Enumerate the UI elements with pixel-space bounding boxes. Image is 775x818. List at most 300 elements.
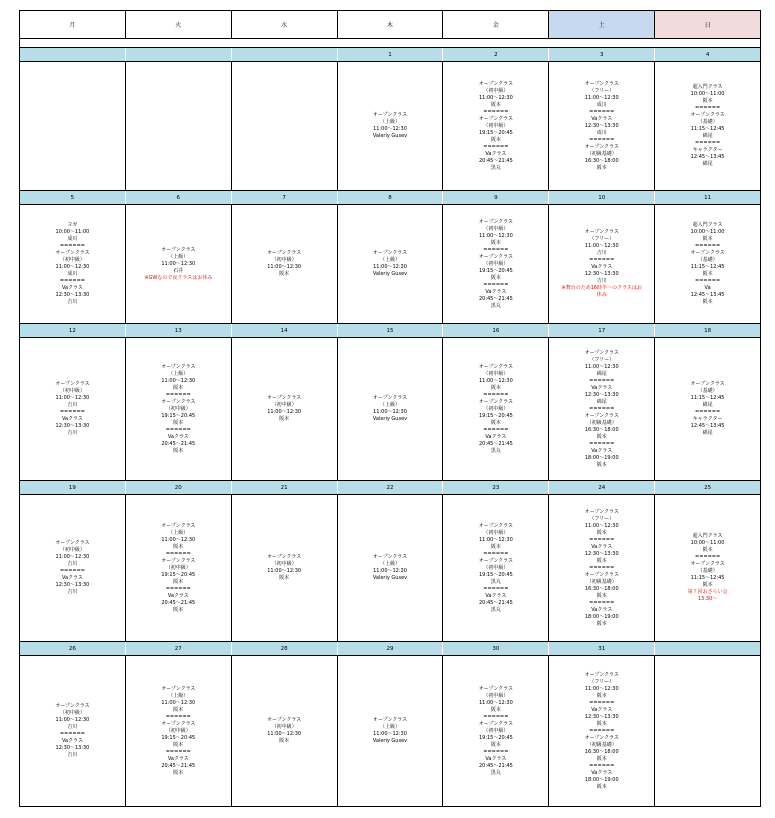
schedule-line: 11:00～12:30 [373, 126, 407, 132]
schedule-line: ヨガ [67, 222, 78, 228]
schedule-line: Vaクラス [591, 606, 613, 613]
schedule-line: 11:00～12:30 [373, 568, 407, 574]
weekday-fri: 金 [442, 11, 548, 38]
schedule-line: ====== [483, 585, 509, 592]
day-cell [442, 62, 548, 190]
day-cell [442, 338, 548, 480]
schedule-line: オープンクラス [266, 717, 302, 723]
schedule-line: 11:00～12:30 [161, 536, 196, 543]
schedule-line: 綿尾 [702, 430, 713, 436]
schedule-line: 阪本 [596, 164, 607, 171]
schedule-line: ====== [483, 391, 509, 398]
schedule-line: （初級基礎） [586, 150, 617, 157]
weekday-thu: 木 [337, 11, 443, 38]
schedule-line: 16:30～18:00 [584, 426, 619, 433]
day-cell [231, 495, 337, 641]
schedule-line: 12:30～13:30 [584, 713, 619, 720]
schedule-line: オープンクラス [690, 250, 725, 256]
schedule-line: 11:00～12:30 [584, 522, 619, 529]
schedule-line: Vaクラス [591, 769, 613, 776]
schedule-line: 成川 [596, 129, 607, 136]
schedule-line: 11:00～12:30 [267, 409, 302, 415]
schedule-line: 阪本 [279, 271, 290, 277]
schedule-line: 阪本 [596, 461, 607, 468]
schedule-line: 12:30～13:30 [584, 550, 619, 557]
schedule-line: 阪本 [490, 706, 501, 713]
schedule-line: 阪本 [596, 557, 607, 564]
schedule-line: オープンクラス [478, 218, 514, 225]
schedule-line: 綿尾 [702, 402, 713, 408]
schedule-line: ====== [59, 568, 85, 574]
schedule-line: 12:30～13:30 [584, 391, 619, 398]
schedule-line: 20:45～21:45 [478, 599, 513, 606]
schedule-line: ====== [483, 246, 509, 253]
schedule-line: 11:00～12:30 [478, 377, 513, 384]
schedule-line: 20:45～21:45 [161, 599, 196, 606]
schedule-line: （初中級） [59, 547, 85, 553]
schedule-line: 12:45～13:45 [690, 154, 725, 160]
schedule-line: 綿尾 [596, 370, 607, 377]
date-number: 12 [68, 327, 76, 334]
schedule-line: （初中級） [483, 564, 509, 571]
schedule-line: オープンクラス [478, 115, 514, 122]
schedule-line: 12:30～13:30 [584, 122, 619, 129]
day-cell [125, 205, 231, 323]
schedule-line: 阪本 [279, 738, 290, 744]
schedule-line: オープンクラス [478, 685, 514, 692]
schedule-line: （フリー） [589, 515, 615, 522]
week-schedule-row [20, 62, 760, 190]
schedule-line: 11:15～12:45 [690, 126, 725, 132]
schedule-line: 綿尾 [702, 161, 713, 167]
date-number: 20 [125, 481, 231, 494]
schedule-line: 20:45～21:45 [478, 762, 513, 769]
schedule-line: 吉川 [596, 278, 607, 284]
header-spacer [20, 39, 760, 47]
schedule-line: （フリー） [589, 356, 615, 363]
schedule-line: ====== [589, 536, 615, 543]
day-cell [20, 656, 125, 806]
schedule-line: 阪本 [173, 384, 184, 391]
schedule-line: 12:45～13:45 [690, 292, 725, 298]
date-number: 13 [125, 324, 231, 337]
schedule-line: （初中級） [59, 388, 85, 394]
schedule-line: ====== [483, 143, 509, 150]
schedule-line: オープンクラス [372, 395, 408, 401]
weekday-header-row [20, 11, 760, 39]
schedule-line: （初級基礎） [586, 741, 617, 748]
schedule-line: ====== [695, 554, 721, 560]
schedule-line: 11:00～12:30 [584, 363, 619, 370]
schedule-line: オープンクラス [584, 349, 619, 356]
schedule-line: （基礎） [697, 119, 718, 125]
schedule-line: 16:30～18:00 [584, 157, 619, 164]
schedule-line: （初中級） [483, 260, 509, 267]
schedule-line: （初中級） [483, 87, 509, 94]
schedule-line: 黒丸 [490, 606, 501, 613]
day-cell [442, 656, 548, 806]
date-number [125, 48, 231, 61]
day-cell [231, 205, 337, 323]
schedule-line: オープンクラス [55, 540, 90, 546]
schedule-line: （初級基礎） [586, 578, 617, 585]
schedule-line: 10:00～11:00 [690, 91, 725, 97]
schedule-line: 黒丸 [490, 164, 501, 171]
schedule-line: （初中級） [59, 710, 85, 716]
day-cell [337, 62, 443, 190]
schedule-line: 19:15～20:45 [478, 267, 513, 274]
day-cell [654, 338, 760, 480]
schedule-line: 20:45～21:45 [161, 440, 196, 447]
schedule-line: ====== [483, 108, 509, 115]
schedule-line: Valeriy Gusev [372, 416, 408, 422]
schedule-line: ====== [59, 243, 85, 249]
weeks-container [20, 47, 760, 806]
schedule-line: 11:00～12:30 [478, 699, 513, 706]
schedule-line: オープンクラス [478, 398, 514, 405]
date-number: 8 [337, 191, 443, 204]
schedule-line: 阪本 [596, 720, 607, 727]
schedule-line: 阪本 [173, 419, 184, 426]
schedule-line: Vaクラス [61, 575, 83, 581]
schedule-line: オープンクラス [161, 398, 196, 405]
schedule-line: オープンクラス [690, 561, 725, 567]
schedule-line: ====== [695, 243, 721, 249]
schedule-line: ====== [165, 713, 191, 720]
schedule-line: オープンクラス [478, 80, 514, 87]
schedule-line: 黒丸 [490, 302, 501, 309]
schedule-line: 11:00～12:30 [161, 377, 196, 384]
date-number: 21 [231, 481, 337, 494]
schedule-line: （初中級） [271, 402, 297, 408]
date-number: 22 [337, 481, 443, 494]
date-number: 9 [442, 191, 548, 204]
schedule-line: Valeriy Gusev [372, 271, 408, 277]
schedule-line: 吉川 [67, 430, 78, 436]
day-cell [125, 338, 231, 480]
schedule-line: 11:00～12:30 [584, 94, 619, 101]
schedule-line: 19:15～20:45 [161, 571, 196, 578]
schedule-line: オープンクラス [161, 557, 196, 564]
schedule-line: 綿尾 [702, 133, 713, 139]
day-cell [337, 338, 443, 480]
schedule-line: （初中級） [165, 405, 191, 412]
date-number: 16 [442, 324, 548, 337]
schedule-line: 阪本 [490, 543, 501, 550]
date-number: 4 [654, 48, 760, 61]
schedule-line: Vaクラス [61, 416, 83, 422]
schedule-line: 阪本 [702, 236, 713, 242]
schedule-line: 阪本 [702, 98, 713, 104]
schedule-line: ====== [59, 731, 85, 737]
date-number-row [20, 641, 760, 656]
date-number: 1 [337, 48, 443, 61]
schedule-line: 12:30～13:30 [55, 582, 90, 588]
schedule-line: オープンクラス [478, 557, 514, 564]
date-number-row [20, 480, 760, 495]
schedule-line: ====== [589, 440, 615, 447]
date-number: 25 [654, 481, 760, 494]
schedule-line: （上級） [168, 370, 189, 377]
schedule-line: オープンクラス [478, 253, 514, 260]
date-number: 31 [548, 642, 654, 655]
schedule-line: 成川 [596, 101, 607, 108]
schedule-line: 阪本 [173, 706, 184, 713]
schedule-line: 11:00～12:30 [267, 731, 302, 737]
schedule-line: 超入門クラス [692, 84, 723, 90]
schedule-line: オープンクラス [584, 143, 619, 150]
schedule-line: オープンクラス [161, 363, 196, 370]
schedule-line: 10:00～11:00 [690, 229, 725, 235]
date-number: 3 [548, 48, 654, 61]
schedule-line: ====== [589, 762, 615, 769]
schedule-line: Valeriy Gusev [372, 133, 408, 139]
schedule-line: 12:30～13:30 [584, 271, 619, 277]
date-number: 24 [548, 481, 654, 494]
schedule-line: オープンクラス [584, 80, 619, 87]
schedule-line: 11:00～12:30 [161, 260, 196, 267]
schedule-line: 19:15～20:45 [478, 412, 513, 419]
schedule-line: オープンクラス [161, 522, 196, 529]
schedule-line: （初中級） [483, 692, 509, 699]
schedule-line: 成川 [67, 271, 78, 277]
schedule-line: 18:00～19:00 [584, 776, 619, 783]
schedule-line: 阪本 [173, 741, 184, 748]
schedule-line: 吉川 [67, 299, 78, 305]
schedule-line: オープンクラス [584, 229, 619, 235]
schedule-line: 20:45～21:45 [478, 295, 513, 302]
day-cell [442, 205, 548, 323]
schedule-line: 18:00～19:00 [584, 613, 619, 620]
schedule-line: ====== [589, 564, 615, 571]
schedule-line: Vaクラス [485, 288, 507, 295]
schedule-line: オープンクラス [372, 554, 408, 560]
schedule-line: 超入門クラス [692, 222, 723, 228]
schedule-line: 11:00～12:30 [584, 685, 619, 692]
schedule-line: 阪本 [596, 433, 607, 440]
schedule-line: オープンクラス [690, 381, 725, 387]
date-number: 18 [654, 324, 760, 337]
day-cell [125, 656, 231, 806]
schedule-line: オープンクラス [690, 112, 725, 118]
schedule-line: 11:00～12:30 [373, 264, 407, 270]
schedule-line: 11:00～12:30 [584, 243, 619, 249]
schedule-line: 阪本 [173, 606, 184, 613]
schedule-line: 阪本 [490, 741, 501, 748]
week-schedule-row [20, 495, 760, 641]
schedule-line: 成川 [67, 236, 78, 242]
schedule-line: 11:15～12:45 [690, 264, 725, 270]
schedule-line: オープンクラス [478, 720, 514, 727]
schedule-line: 11:00～12:30 [161, 699, 196, 706]
schedule-line: 阪本 [596, 620, 607, 627]
day-cell [125, 495, 231, 641]
schedule-line: 11:00～12:30 [267, 568, 302, 574]
schedule-line: （基礎） [697, 568, 718, 574]
schedule-line: 10:00～11:00 [55, 229, 90, 235]
schedule-line: （上級） [380, 724, 401, 730]
schedule-line: （上級） [168, 253, 189, 260]
schedule-line: （上級） [380, 561, 401, 567]
schedule-line: 阪本 [596, 692, 607, 699]
schedule-line: ====== [165, 426, 191, 433]
day-cell [231, 62, 337, 190]
schedule-line: Valeriy Gusev [372, 575, 408, 581]
schedule-line: （初中級） [483, 370, 509, 377]
schedule-line: 黒丸 [490, 447, 501, 454]
date-number: 5 [70, 194, 75, 201]
schedule-line: ====== [165, 391, 191, 398]
schedule-line: Vaクラス [591, 706, 613, 713]
schedule-line: （初中級） [483, 727, 509, 734]
schedule-line: （上級） [168, 692, 189, 699]
schedule-line: 黒丸 [490, 769, 501, 776]
date-number-row [20, 190, 760, 205]
date-number-row [20, 323, 760, 338]
schedule-line: オープンクラス [584, 508, 619, 515]
schedule-line: オープンクラス [584, 571, 619, 578]
day-cell [20, 62, 125, 190]
day-cell [337, 495, 443, 641]
schedule-line: ====== [589, 377, 615, 384]
schedule-line: オープンクラス [161, 720, 196, 727]
schedule-line: ====== [165, 585, 191, 592]
schedule-line: 11:00～12:30 [55, 264, 90, 270]
schedule-line: 阪本 [173, 447, 184, 454]
schedule-line: ====== [589, 108, 615, 115]
schedule-line: オープンクラス [266, 250, 302, 256]
schedule-line: オープンクラス [161, 685, 196, 692]
schedule-line: （初中級） [165, 564, 191, 571]
date-number: 28 [231, 642, 337, 655]
schedule-line: （フリー） [589, 236, 615, 242]
schedule-line: 吉川 [67, 402, 78, 408]
schedule-line: 吉川 [67, 589, 78, 595]
schedule-line: ====== [695, 105, 721, 111]
schedule-line: 吉川 [67, 561, 78, 567]
schedule-line: ====== [695, 409, 721, 415]
schedule-line: 12:45～13:45 [690, 423, 725, 429]
day-cell [337, 205, 443, 323]
schedule-line: （初中級） [483, 529, 509, 536]
schedule-line: 11:00～12:30 [478, 232, 513, 239]
day-cell [125, 62, 231, 190]
schedule-line: Vaクラス [61, 285, 83, 291]
day-cell [337, 656, 443, 806]
schedule-line: オープンクラス [584, 671, 619, 678]
schedule-line: ====== [695, 278, 721, 284]
schedule-line: （フリー） [589, 87, 615, 94]
schedule-line: 黒丸 [490, 578, 501, 585]
schedule-line: Vaクラス [591, 264, 613, 270]
schedule-line: （初中級） [483, 122, 509, 129]
calendar-table [19, 10, 761, 807]
schedule-line: 16:30～18:00 [584, 748, 619, 755]
schedule-line: 11:00～12:30 [267, 264, 302, 270]
schedule-line: オープンクラス [55, 703, 90, 709]
schedule-line: 阪本 [702, 547, 713, 553]
schedule-line: 19:15～20:45 [478, 571, 513, 578]
schedule-line: （初中級） [165, 727, 191, 734]
weekday-sun: 日 [654, 11, 760, 38]
schedule-line: 阪本 [490, 101, 501, 108]
schedule-line: オープンクラス [478, 522, 514, 529]
schedule-line: Vaクラス [61, 738, 83, 744]
day-cell [20, 495, 125, 641]
schedule-line: Vaクラス [485, 592, 507, 599]
schedule-line: オープンクラス [584, 412, 619, 419]
schedule-line: （上級） [380, 402, 401, 408]
date-number: 6 [125, 191, 231, 204]
schedule-line: ====== [165, 550, 191, 557]
schedule-line: （上級） [380, 119, 401, 125]
schedule-line: 11:00～12:30 [478, 94, 513, 101]
schedule-line: 阪本 [596, 592, 607, 599]
day-cell [548, 205, 654, 323]
schedule-line: 阪本 [702, 582, 713, 588]
schedule-line: 11:00～12:30 [373, 731, 407, 737]
schedule-line: 11:00～12:30 [478, 536, 513, 543]
date-number: 29 [337, 642, 443, 655]
schedule-line: ====== [59, 409, 85, 415]
schedule-line: 阪本 [279, 575, 290, 581]
schedule-line: ====== [483, 281, 509, 288]
schedule-line: 阪本 [490, 384, 501, 391]
day-cell [548, 495, 654, 641]
schedule-line: 阪本 [490, 136, 501, 143]
schedule-line: （初中級） [59, 257, 85, 263]
schedule-line: 阪本 [173, 543, 184, 550]
schedule-line: ====== [695, 140, 721, 146]
schedule-line: 阪本 [702, 271, 713, 277]
schedule-line: 20:45～21:45 [478, 157, 513, 164]
schedule-line: （基礎） [697, 388, 718, 394]
schedule-line: Va [704, 285, 711, 291]
schedule-line: Vaクラス [167, 433, 189, 440]
schedule-line: 11:00～12:30 [373, 409, 407, 415]
date-number: 19 [68, 484, 76, 491]
schedule-line: 16:30～18:00 [584, 585, 619, 592]
schedule-line: オープンクラス [584, 734, 619, 741]
schedule-line: Vaクラス [591, 115, 613, 122]
weekday-sat: 土 [548, 11, 654, 38]
schedule-line: ====== [589, 136, 615, 143]
day-cell [548, 656, 654, 806]
date-number: 7 [231, 191, 337, 204]
schedule-line: （初中級） [271, 257, 297, 263]
schedule-line: 12:30～13:30 [55, 423, 90, 429]
schedule-line: ====== [589, 699, 615, 706]
schedule-line: 阪本 [490, 274, 501, 281]
schedule-line: オープンクラス [372, 250, 408, 256]
date-number-row [20, 47, 760, 62]
schedule-line: 19:15～20:45 [478, 129, 513, 136]
schedule-line: 阪本 [490, 419, 501, 426]
schedule-line: （初中級） [271, 724, 297, 730]
schedule-line: Vaクラス [485, 150, 507, 157]
schedule-line: Vaクラス [485, 755, 507, 762]
schedule-line: 11:00～12:30 [55, 717, 90, 723]
schedule-line: 11:15～12:45 [690, 575, 725, 581]
schedule-line: 吉川 [596, 250, 607, 256]
schedule-line: Valeriy Gusev [372, 738, 408, 744]
date-number: 23 [442, 481, 548, 494]
schedule-line: （基礎） [697, 257, 718, 263]
schedule-line: Vaクラス [591, 447, 613, 454]
schedule-line: 綿尾 [596, 398, 607, 405]
date-number: 2 [442, 48, 548, 61]
schedule-line: （上級） [380, 257, 401, 263]
